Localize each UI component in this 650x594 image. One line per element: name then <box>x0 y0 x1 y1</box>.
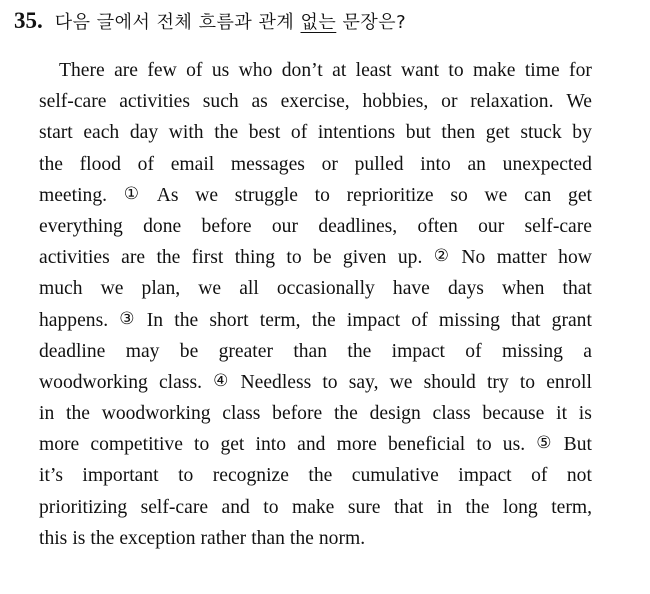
passage-line <box>39 336 592 367</box>
passage-word: have <box>392 278 430 300</box>
passage-word: a <box>583 340 592 362</box>
passage-word: But <box>563 434 592 456</box>
passage-word: few <box>147 60 177 81</box>
passage-word: to <box>476 434 492 456</box>
passage-word: term, <box>551 496 592 518</box>
passage-word: are <box>121 247 146 269</box>
passage-word: happens. <box>39 309 109 331</box>
passage-word: As <box>156 184 179 206</box>
passage-word: our <box>271 215 298 237</box>
passage-word: occasionally <box>276 278 375 300</box>
passage-word: to <box>178 465 194 487</box>
question-title <box>14 8 634 44</box>
passage-word: beneficial <box>387 434 466 456</box>
passage-word: want <box>400 60 440 81</box>
passage-word: activities <box>119 91 190 113</box>
passage-word: should <box>423 371 476 393</box>
passage-word: struggle <box>234 184 298 206</box>
passage-word: into <box>420 153 451 175</box>
passage-word: impact <box>458 465 512 487</box>
passage-word: time <box>524 60 560 81</box>
passage-word: the <box>174 309 199 331</box>
passage-word: to <box>519 371 536 393</box>
passage-word: matter <box>496 247 547 269</box>
passage-word: term, <box>259 309 301 331</box>
passage-word: get <box>485 122 510 144</box>
passage-word: exercise, <box>280 91 350 113</box>
passage-word: rather <box>200 527 247 549</box>
passage-word: deadline <box>39 340 106 362</box>
passage-word: because <box>482 403 545 425</box>
passage-word: the <box>289 527 314 549</box>
passage-word: We <box>566 91 592 113</box>
passage-word: the <box>39 153 63 175</box>
passage-word: everything <box>39 215 123 237</box>
passage-word: get <box>568 184 592 206</box>
passage-word: before <box>201 215 252 237</box>
passage-word: us <box>211 60 230 81</box>
passage-line <box>39 55 592 86</box>
question-number: 35. <box>14 8 43 33</box>
passage-word: sure <box>347 496 381 518</box>
prompt-underlined-word: 없는 <box>300 12 337 33</box>
passage-word: the <box>465 496 490 518</box>
passage-word: more <box>336 434 377 456</box>
passage-word: but <box>405 122 431 144</box>
passage-word: prioritizing <box>39 496 128 518</box>
passage-word: into <box>255 434 286 456</box>
passage-word: days <box>447 278 484 300</box>
passage-line <box>39 149 592 180</box>
passage-word: are <box>114 60 138 81</box>
passage-word: up. <box>397 247 423 269</box>
passage-word: impact <box>391 340 445 362</box>
passage-line <box>39 492 592 523</box>
passage-word: or <box>441 91 458 113</box>
passage-word: we <box>100 278 124 300</box>
passage-word: then <box>441 122 476 144</box>
passage-word: of <box>411 309 428 331</box>
passage-word: to <box>448 60 464 81</box>
passage-word: messages <box>230 153 305 175</box>
passage-word: we <box>198 278 222 300</box>
passage-word: Needless <box>240 371 312 393</box>
passage-word: when <box>501 278 545 300</box>
passage-word: class. <box>158 371 202 393</box>
passage-word: that <box>511 309 541 331</box>
passage-word: that <box>562 278 592 300</box>
passage-word: flood <box>79 153 121 175</box>
sentence-marker: ① <box>123 183 139 204</box>
passage-word: least <box>355 60 392 81</box>
passage-word: enroll <box>546 371 592 393</box>
prompt-text-before: 다음 글에서 전체 흐름과 관계 <box>54 12 301 33</box>
passage-word: of <box>465 340 482 362</box>
passage-word: missing <box>501 340 563 362</box>
passage-word: the <box>333 403 358 425</box>
passage-word: as <box>251 91 268 113</box>
passage-word: activities <box>39 247 110 269</box>
passage-line <box>39 86 592 117</box>
passage-word: to <box>263 496 279 518</box>
passage-word: best <box>248 122 281 144</box>
passage-word: this <box>39 527 68 549</box>
passage-word: email <box>170 153 215 175</box>
passage-word: the <box>66 403 90 425</box>
passage-word: in <box>39 403 55 425</box>
passage-word: can <box>524 184 552 206</box>
passage-word: so <box>450 184 468 206</box>
passage-word: first <box>191 247 224 269</box>
passage-word: say, <box>348 371 379 393</box>
passage-word: the <box>347 340 372 362</box>
passage-word: at <box>332 60 347 81</box>
passage-word: we <box>389 371 413 393</box>
passage-word: day <box>129 122 159 144</box>
passage-word: thing <box>234 247 275 269</box>
passage-word: of <box>531 465 548 487</box>
passage-word: long <box>502 496 538 518</box>
passage-word: don’t <box>281 60 323 81</box>
passage-line <box>39 273 592 304</box>
passage-word: of <box>186 60 203 81</box>
passage-word: relaxation. <box>470 91 554 113</box>
passage-word: make <box>473 60 516 81</box>
passage-word: self-care <box>39 91 107 113</box>
passage-word: may <box>125 340 160 362</box>
passage-word: woodworking <box>101 403 211 425</box>
passage-word: cumulative <box>351 465 439 487</box>
passage-word: No <box>461 247 486 269</box>
passage-word: self-care <box>524 215 592 237</box>
passage-word: done <box>143 215 182 237</box>
passage-line <box>39 460 592 491</box>
passage-word: hobbies, <box>362 91 429 113</box>
passage-word: stuck <box>520 122 562 144</box>
passage-word: of <box>137 153 154 175</box>
passage-word: competitive <box>90 434 183 456</box>
passage-word: much <box>39 278 83 300</box>
passage-word: each <box>83 122 120 144</box>
passage-word: is <box>72 527 86 549</box>
passage-word: who <box>238 60 273 81</box>
passage-word: be <box>179 340 199 362</box>
passage-line <box>39 242 592 273</box>
passage-word: than <box>251 527 285 549</box>
passage-word: it <box>556 403 568 425</box>
passage-line <box>39 523 592 554</box>
passage-word: norm. <box>318 527 366 549</box>
passage-word: grant <box>551 309 592 331</box>
passage-word: or <box>321 153 338 175</box>
sentence-marker: ④ <box>213 370 229 391</box>
passage-word: unexpected <box>502 153 592 175</box>
passage <box>39 55 592 554</box>
passage-word: the <box>214 122 239 144</box>
passage-word: to <box>194 434 210 456</box>
passage-word: that <box>393 496 424 518</box>
passage-line <box>39 180 592 211</box>
passage-word: try <box>486 371 509 393</box>
passage-line <box>39 305 592 336</box>
passage-word: class <box>222 403 261 425</box>
passage-word: start <box>39 122 73 144</box>
passage-word: design <box>369 403 421 425</box>
passage-word: get <box>220 434 245 456</box>
passage-word: short <box>209 309 249 331</box>
sentence-marker: ② <box>433 246 449 267</box>
passage-word: recognize <box>212 465 289 487</box>
sentence-marker: ⑤ <box>536 433 552 454</box>
passage-word: more <box>39 434 80 456</box>
passage-word: important <box>82 465 159 487</box>
passage-word: reprioritize <box>346 184 434 206</box>
passage-word: before <box>272 403 323 425</box>
passage-word: in <box>436 496 453 518</box>
passage-word: There <box>59 60 105 81</box>
passage-word: the <box>156 247 181 269</box>
passage-word: to <box>314 184 330 206</box>
passage-word: to <box>322 371 338 393</box>
question-prompt <box>55 8 407 34</box>
passage-word: is <box>578 403 592 425</box>
passage-line <box>39 398 592 429</box>
passage-word: it’s <box>39 465 63 487</box>
passage-word: we <box>195 184 219 206</box>
passage-word: for <box>569 60 592 81</box>
passage-word: plan, <box>141 278 181 300</box>
passage-word: given <box>342 247 387 269</box>
passage-word: the <box>90 527 115 549</box>
passage-word: meeting. <box>39 184 108 206</box>
passage-word: with <box>168 122 204 144</box>
passage-line <box>39 429 592 460</box>
question-header <box>14 8 634 44</box>
passage-word: often <box>417 215 458 237</box>
passage-line <box>39 117 592 148</box>
passage-word: the <box>308 465 333 487</box>
passage-word: missing <box>438 309 500 331</box>
passage-word: how <box>558 247 592 269</box>
passage-word: us. <box>502 434 526 456</box>
passage-word: all <box>239 278 259 300</box>
passage-word: pulled <box>354 153 404 175</box>
passage-word: not <box>566 465 592 487</box>
passage-line <box>39 211 592 242</box>
passage-line <box>39 367 592 398</box>
passage-word: class <box>432 403 471 425</box>
passage-word: than <box>293 340 328 362</box>
passage-word: be <box>313 247 332 269</box>
passage-word: intentions <box>317 122 396 144</box>
passage-word: such <box>202 91 239 113</box>
passage-word: an <box>467 153 486 175</box>
passage-word: of <box>290 122 308 144</box>
passage-word: impact <box>346 309 401 331</box>
passage-word: self-care <box>140 496 209 518</box>
passage-word: our <box>478 215 505 237</box>
passage-word: greater <box>218 340 273 362</box>
sentence-marker: ③ <box>119 308 135 329</box>
passage-word: by <box>572 122 592 144</box>
passage-word: deadlines, <box>318 215 398 237</box>
passage-word: make <box>291 496 335 518</box>
passage-word: to <box>286 247 302 269</box>
passage-word: the <box>311 309 336 331</box>
passage-word: we <box>484 184 508 206</box>
passage-word: and <box>221 496 250 518</box>
passage-word: exception <box>119 527 196 549</box>
passage-word: woodworking <box>39 371 148 393</box>
passage-word: and <box>297 434 326 456</box>
prompt-text-after: 문장은? <box>336 12 407 33</box>
passage-word: In <box>146 309 164 331</box>
